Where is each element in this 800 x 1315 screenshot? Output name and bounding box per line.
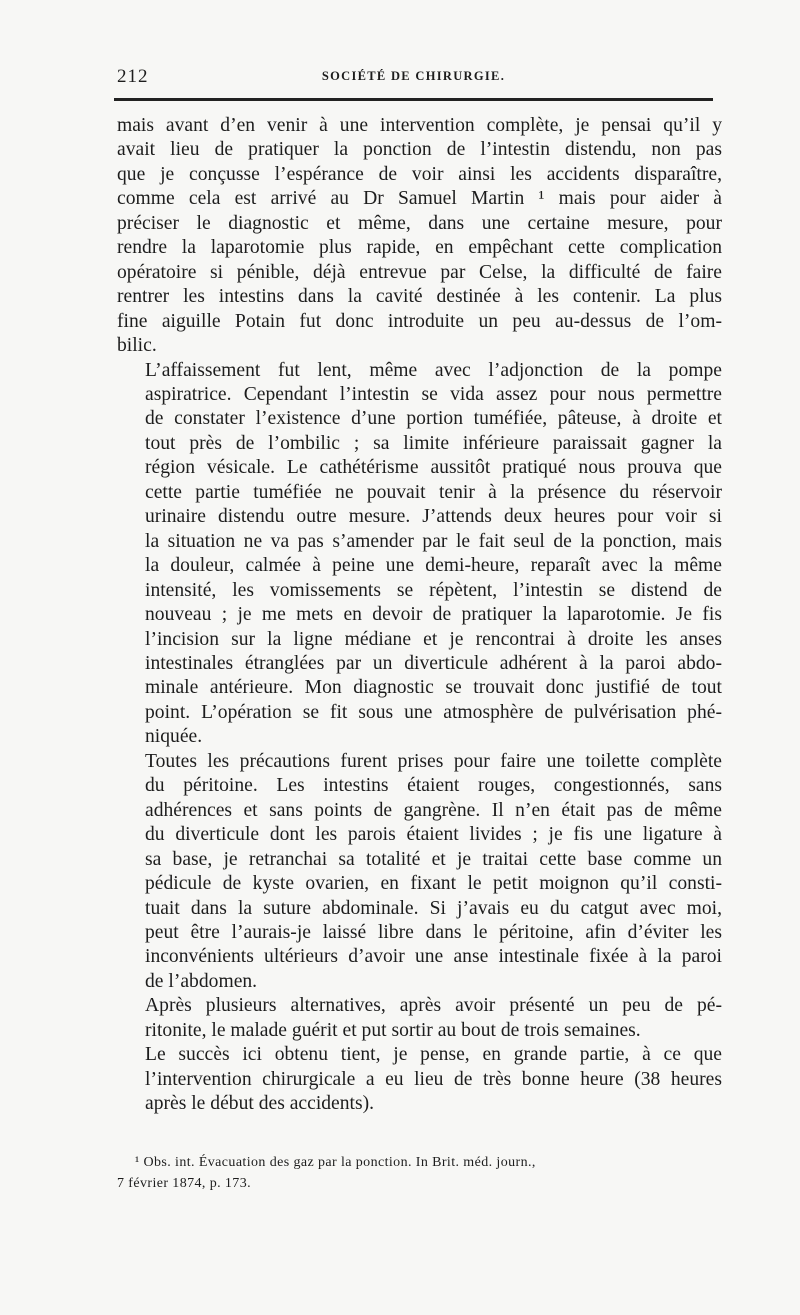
text-line: de constater l’existence d’une portion tuméfiée, pâteuse, à droite et [145, 408, 722, 430]
text-line: Toutes les précautions furent prises pour faire une toilette complète [145, 750, 722, 772]
text-line: tout près de l’ombilic ; sa limite inférieure paraissait gagner la [145, 432, 722, 454]
paragraph-3 [117, 750, 722, 995]
text-line: région vésicale. Le cathétérisme aussitôt pratiqué nous prouva que [145, 457, 722, 479]
page-number: 212 [117, 66, 149, 87]
text-line: rendre la laparotomie plus rapide, en empêchant cette complication [117, 237, 722, 259]
text-line: de l’abdomen. [145, 970, 258, 992]
text-line: comme cela est arrivé au Dr Samuel Martin ¹ mais pour aider à [117, 188, 722, 210]
text-line: Le succès ici obtenu tient, je pense, en grande partie, à ce que [145, 1044, 722, 1066]
text-line: rentrer les intestins dans la cavité destinée à les contenir. La plus [117, 286, 722, 308]
footnotes [117, 1152, 722, 1194]
text-line: bilic. [117, 335, 157, 357]
text-line: ritonite, le malade guérit et put sortir au bout de trois semaines. [145, 1019, 641, 1041]
text-line: avait lieu de pratiquer la ponction de l’intestin distendu, non pas [117, 139, 722, 161]
paragraph-2 [117, 359, 722, 750]
body-text [117, 114, 722, 1117]
text-line: l’intervention chirurgicale a eu lieu de très bonne heure (38 heures [145, 1068, 722, 1090]
text-line: urinaire distendu outre mesure. J’attends deux heures pour voir si [145, 506, 722, 528]
text-line: aspiratrice. Cependant l’intestin se vida assez pour nous permettre [145, 383, 722, 405]
text-line: que je conçusse l’espérance de voir ainsi les accidents disparaître, [117, 163, 722, 185]
text-line: du diverticule dont les parois étaient livides ; je fis une ligature à [145, 824, 722, 846]
text-line: l’incision sur la ligne médiane et je rencontrai à droite les anses [145, 628, 722, 650]
running-head [117, 66, 710, 86]
footnote-line: 7 février 1874, p. 173. [117, 1176, 252, 1191]
text-line: fine aiguille Potain fut donc introduite un peu au-dessus de l’om- [117, 310, 722, 332]
text-line: pédicule de kyste ovarien, en fixant le petit moignon qu’il consti- [145, 873, 722, 895]
text-line: inconvénients ultérieurs d’avoir une anse intestinale fixée à la paroi [145, 946, 722, 968]
paragraph-1 [117, 114, 722, 359]
text-line: L’affaissement fut lent, même avec l’adjonction de la pompe [145, 359, 722, 381]
paragraph-4 [117, 994, 722, 1043]
text-line: intestinales étranglées par un diverticule adhérent à la paroi abdo- [145, 652, 722, 674]
text-line: peut être l’aurais-je laissé libre dans le péritoine, afin d’éviter les [145, 921, 722, 943]
text-line: après le début des accidents). [145, 1093, 375, 1115]
text-line: du péritoine. Les intestins étaient rouges, congestionnés, sans [145, 775, 722, 797]
paragraph-5 [117, 1043, 722, 1116]
text-line: mais avant d’en venir à une intervention complète, je pensai qu’il y [117, 115, 722, 136]
text-line: cette partie tuméfiée ne pouvait tenir à la présence du réservoir [145, 481, 722, 503]
text-line: adhérences et sans points de gangrène. Il n’en était pas de même [145, 799, 722, 821]
text-line: tuait dans la suture abdominale. Si j’avais eu du catgut avec moi, [145, 897, 722, 919]
text-line: Après plusieurs alternatives, après avoir présenté un peu de pé- [145, 995, 722, 1017]
text-line: sa base, je retranchai sa totalité et je traitai cette base comme un [145, 848, 722, 870]
text-line: préciser le diagnostic et même, dans une certaine mesure, pour [117, 212, 722, 234]
text-line: opératoire si pénible, déjà entrevue par Celse, la difficulté de faire [117, 261, 722, 283]
text-line: minale antérieure. Mon diagnostic se trouvait donc justifié de tout [145, 677, 722, 699]
text-line: point. L’opération se fit sous une atmosphère de pulvérisation phé- [145, 701, 722, 723]
text-line: nouveau ; je me mets en devoir de pratiquer la laparotomie. Je fis [145, 604, 722, 626]
text-line: intensité, les vomissements se répètent, l’intestin se distend de [145, 579, 722, 601]
header-rule [114, 98, 713, 101]
footnote-line: ¹ Obs. int. Évacuation des gaz par la ponction. In Brit. méd. journ., [135, 1155, 536, 1170]
text-line: niquée. [145, 726, 203, 748]
text-line: la douleur, calmée à peine une demi-heure, reparaît avec la même [145, 555, 722, 577]
journal-title: SOCIÉTÉ DE CHIRURGIE. [321, 69, 506, 83]
text-line: la situation ne va pas s’amender par le fait seul de la ponction, mais [145, 530, 722, 552]
